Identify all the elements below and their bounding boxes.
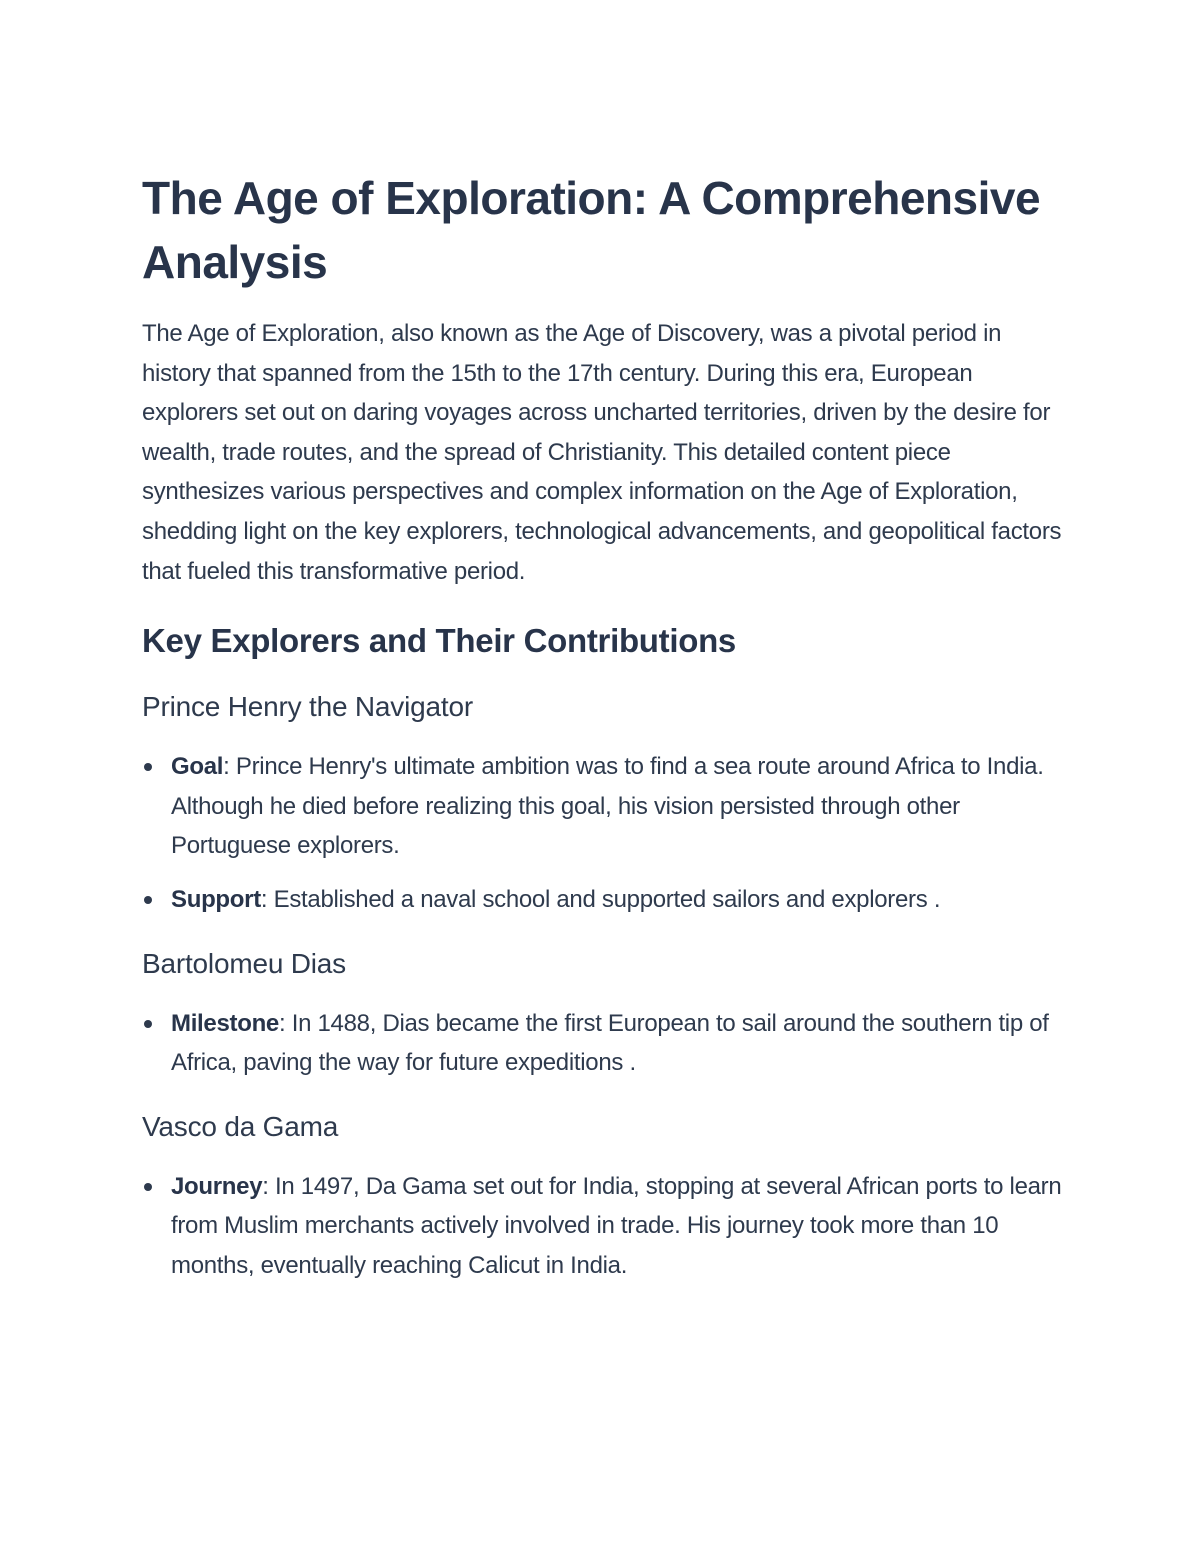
explorer-heading-prince-henry: Prince Henry the Navigator [142, 691, 473, 723]
item-text: In 1497, Da Gama set out for India, stopping at several African ports to learn from Muslim merchants actively involved in trade. His journey took more than 10 months, eventually reaching Calicut in India. [171, 1172, 1062, 1279]
item-label: Journey [171, 1172, 263, 1200]
bullet-icon [144, 1020, 152, 1028]
item-text: In 1488, Dias became the first European to sail around the southern tip of Africa, paving the way for future expeditions . [171, 1009, 1049, 1077]
explorer-list-prince-henry [142, 747, 1072, 919]
explorer-heading-vasco-da-gama: Vasco da Gama [142, 1110, 339, 1142]
bullet-icon [144, 1183, 152, 1191]
list-item [142, 747, 1072, 866]
intro-paragraph: The Age of Exploration, also known as the Age of Discovery, was a pivotal period in history that spanned from the 15th to the 17th century. During this era, European explorers set out on daring voyages across uncharted territories, driven by the desire for wealth, trade routes, and the spread of Christianity. This detailed content piece synthesizes various perspectives and complex information on the Age of Exploration, shedding light on the key explorers, technological advancements, and geopolitical factors that fueled this transformative period. [142, 320, 1062, 585]
item-separator: : [223, 753, 230, 781]
document-title: The Age of Exploration: A Comprehensive Analysis [142, 172, 1041, 288]
item-text: Established a naval school and supported sailors and explorers . [267, 885, 941, 913]
section-heading: Key Explorers and Their Contributions [142, 622, 736, 660]
list-item [142, 880, 1071, 920]
document-page [142, 166, 1072, 1300]
item-label: Milestone [171, 1009, 279, 1037]
explorer-list-vasco-da-gama [142, 1167, 1072, 1286]
bullet-icon [144, 763, 152, 771]
item-separator: : [278, 1009, 286, 1037]
bullet-icon [144, 896, 152, 904]
item-separator: : [260, 885, 268, 913]
explorer-list-bartolomeu-dias [142, 1004, 1072, 1083]
list-item [142, 1004, 1072, 1083]
explorer-heading-bartolomeu-dias: Bartolomeu Dias [142, 947, 346, 979]
item-label: Goal [171, 753, 224, 781]
list-item [142, 1167, 1072, 1286]
item-text: Prince Henry's ultimate ambition was to find a sea route around Africa to India. Although he died before realizing this goal, his vision persisted through other Portuguese explorers. [171, 753, 1044, 860]
item-separator: : [262, 1172, 269, 1200]
item-label: Support [171, 885, 261, 913]
